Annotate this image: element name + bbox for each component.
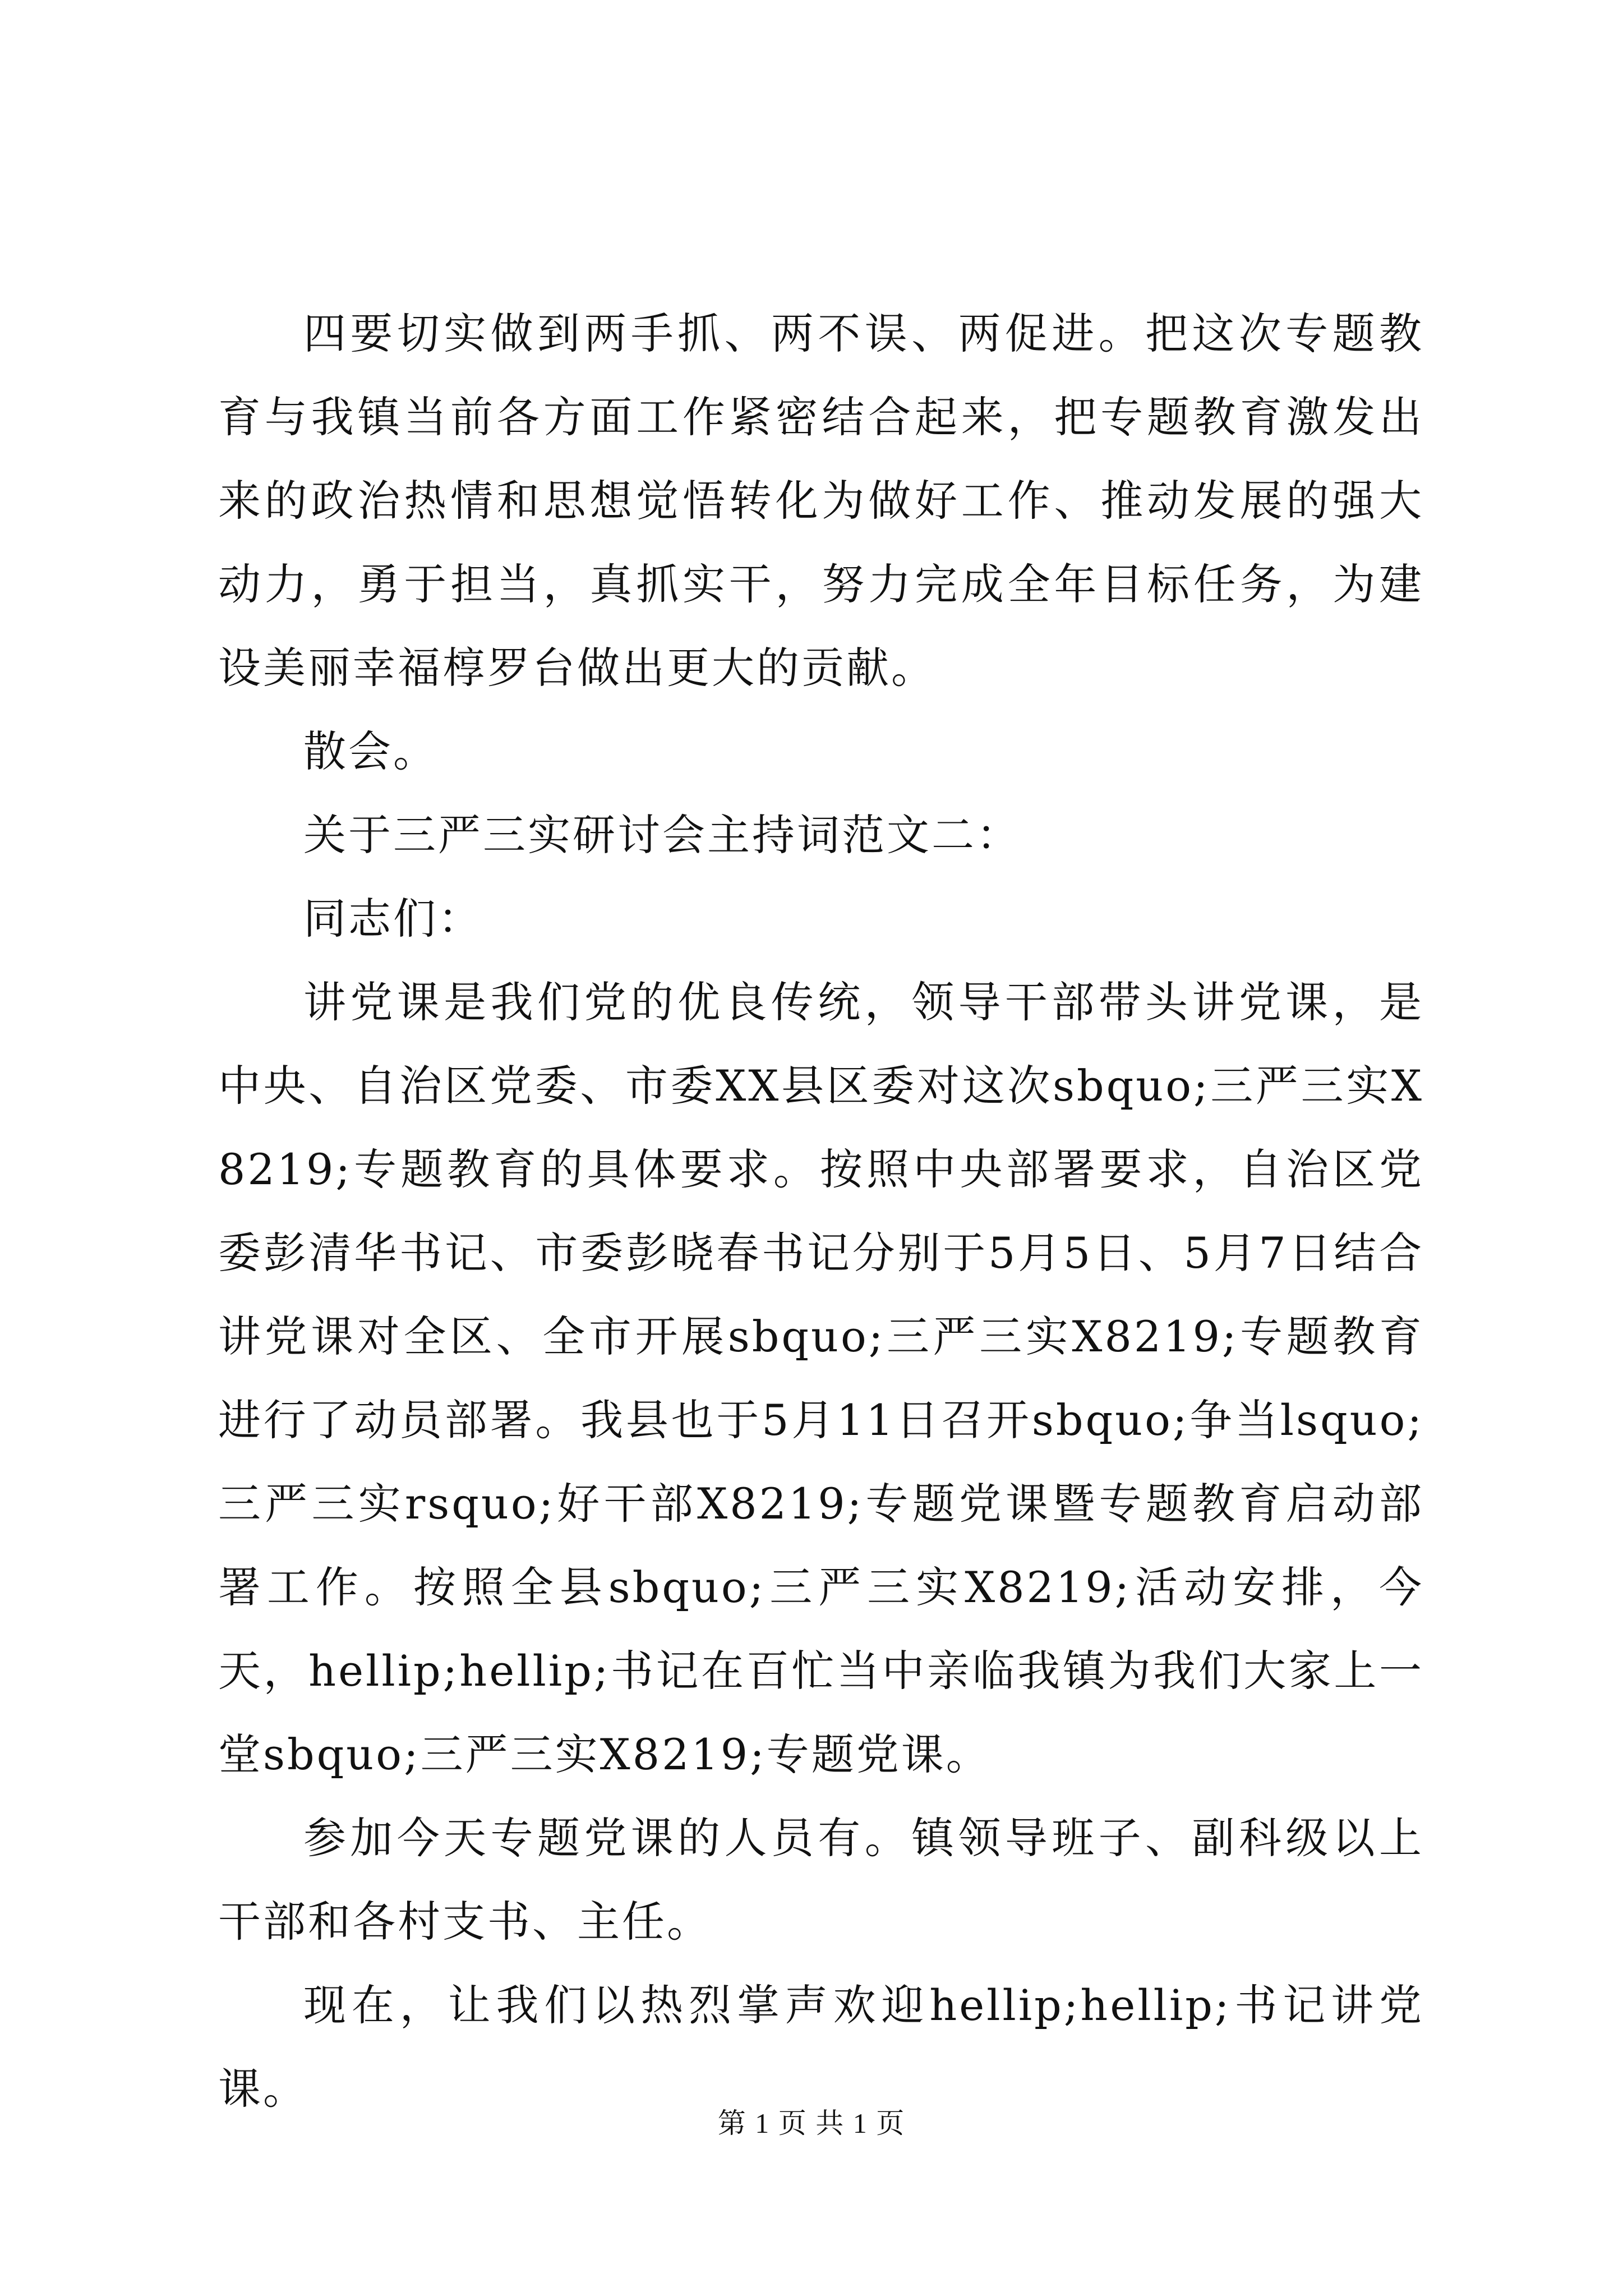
paragraph-party-lecture: 讲党课是我们党的优良传统，领导干部带头讲党课，是中央、自治区党委、市委XX县区委对这次sbquo;三严三实X8219;专题教育的具体要求。按照中央部署要求，自治区党委彭清华书记、市委彭晓春书记分别于5月5日、5月7日结合讲党课对全区、全市开展sbquo;三严三实X8219;专题教育进行了动员部署。我县也于5月11日召开sbquo;争当lsquo;三严三实rsquo;好干部X8219;专题党课暨专题教育启动部署工作。按照全县sbquo;三严三实X8219;活动安排，今天，hellip;hellip;书记在百忙当中亲临我镇为我们大家上一堂sbquo;三严三实X8219;专题党课。 xyxy=(218,977,1424,1779)
paragraph-attendees: 参加今天专题党课的人员有。镇领导班子、副科级以上干部和各村支书、主任。 xyxy=(218,1813,1424,1947)
page-number-footer: 第 1 页 共 1 页 xyxy=(717,2108,906,2139)
paragraph-section-title: 关于三严三实研讨会主持词范文二： xyxy=(303,810,1021,860)
paragraph-welcome: 现在，让我们以热烈掌声欢迎hellip;hellip;书记讲党课。 xyxy=(218,1980,1424,2114)
document-body xyxy=(218,292,1424,2131)
paragraph-salutation: 同志们： xyxy=(303,894,483,944)
paragraph-task-four: 四要切实做到两手抓、两不误、两促进。把这次专题教育与我镇当前各方面工作紧密结合起来，把专题教育激发出来的政治热情和思想觉悟转化为做好工作、推动发展的强大动力，勇于担当，真抓实干，努力完成全年目标任务，为建设美丽幸福椁罗台做出更大的贡献。 xyxy=(218,309,1424,693)
paragraph-adjourn: 散会。 xyxy=(303,726,438,776)
